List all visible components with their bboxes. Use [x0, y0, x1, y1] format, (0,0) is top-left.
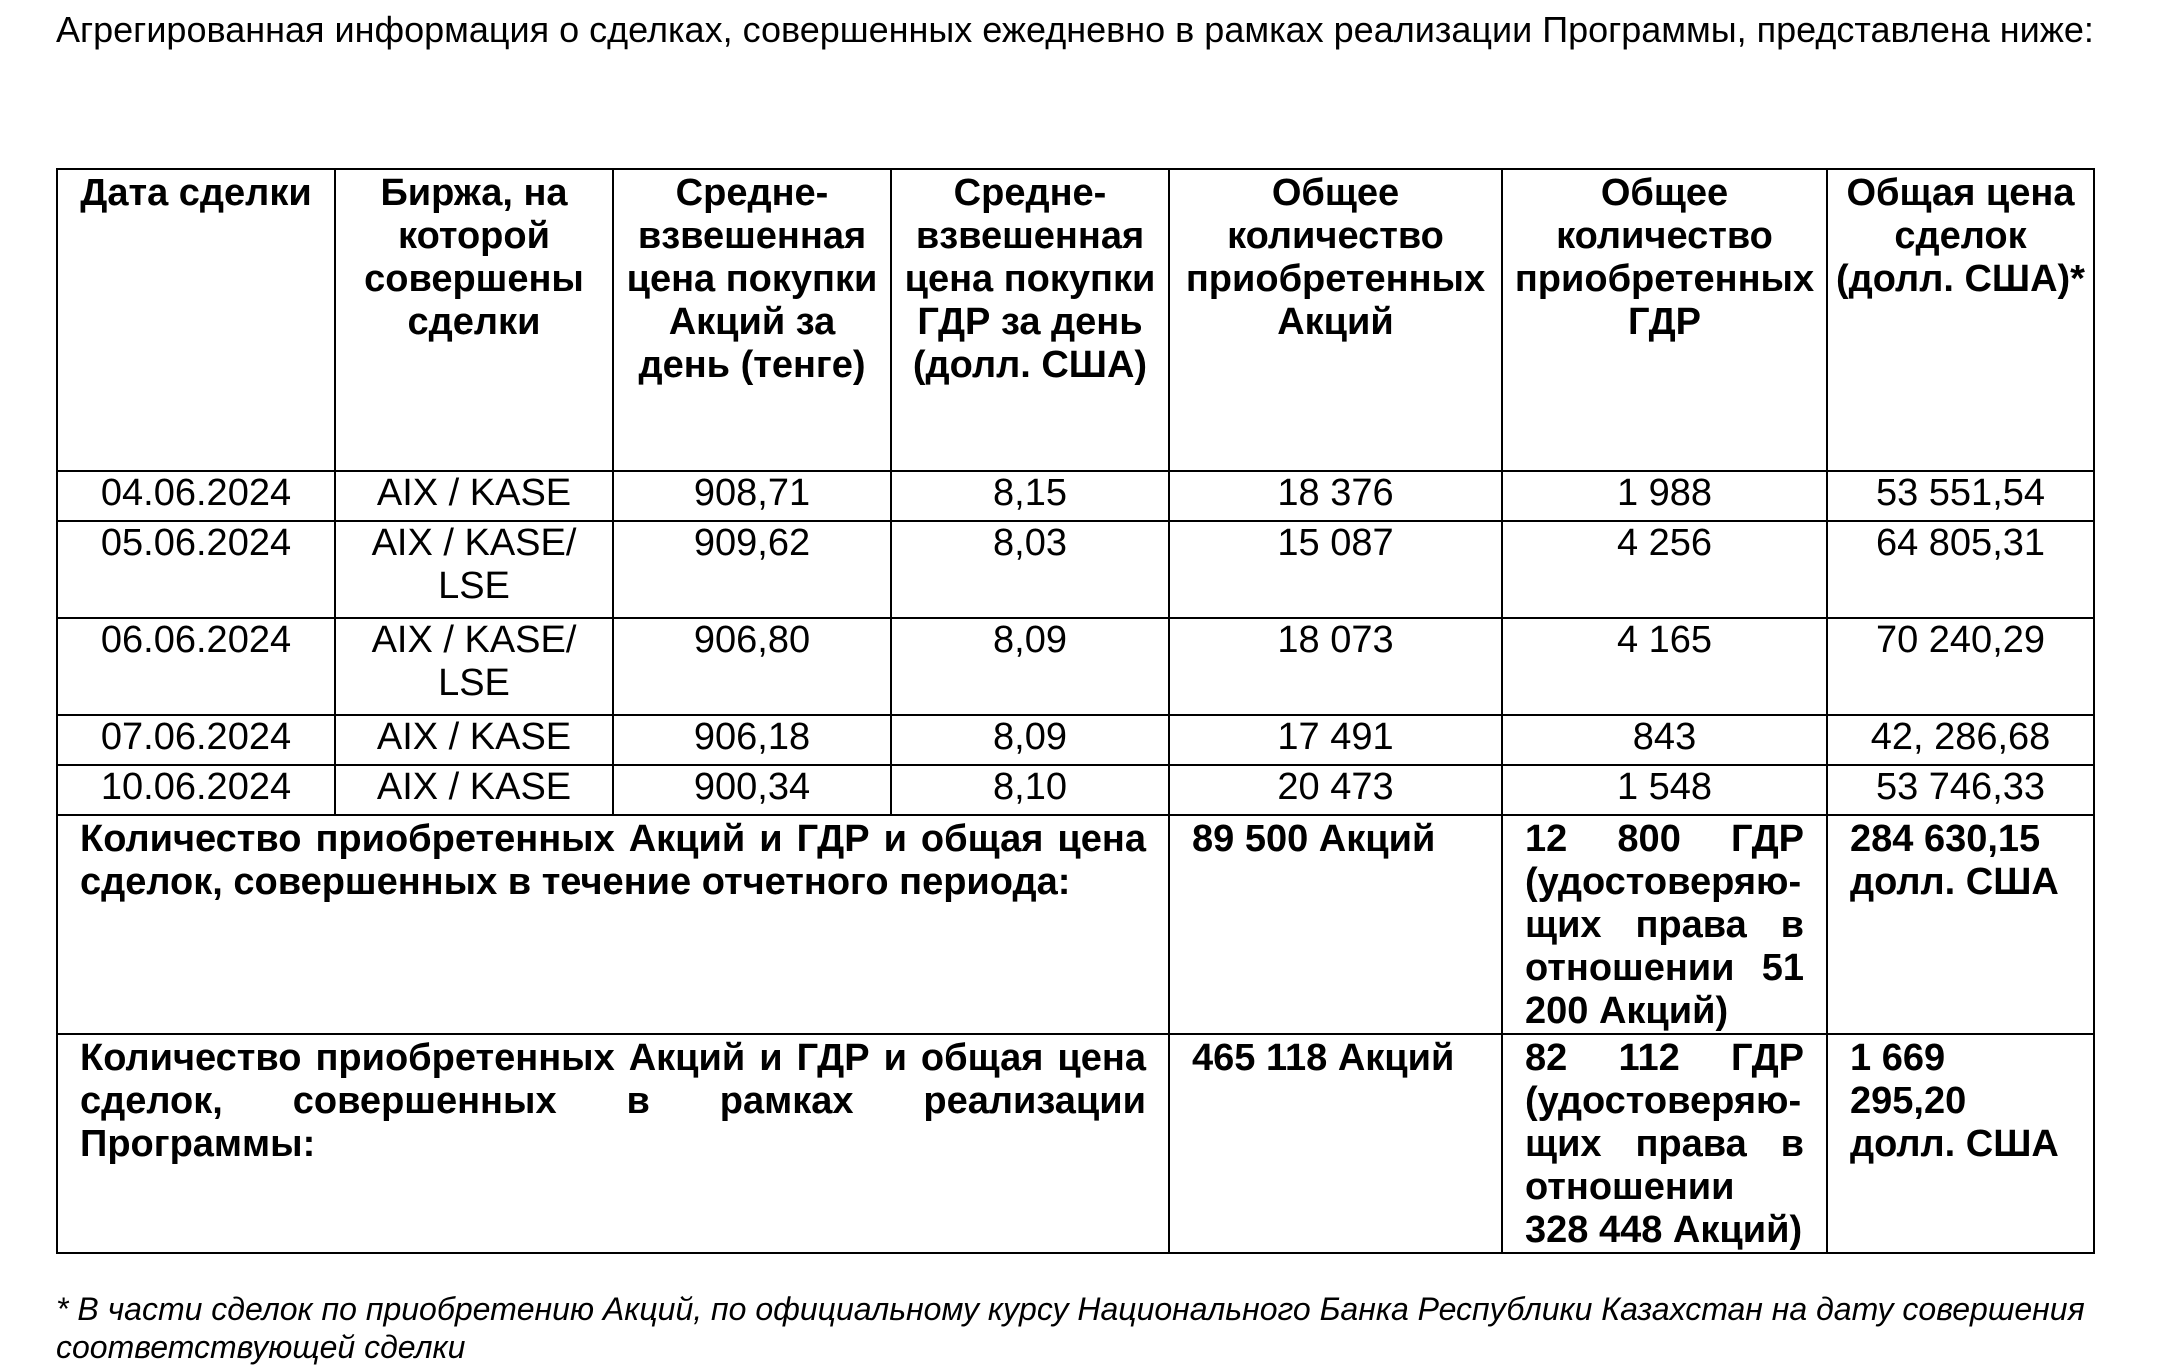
cell-total: 64 805,31: [1827, 521, 2094, 618]
totals-amount: 284 630,15 долл. США: [1827, 815, 2094, 1034]
header-total: Общая цена сделок (долл. США)*: [1827, 169, 2094, 471]
cell-price-gdr: 8,10: [891, 765, 1169, 815]
header-price-shares: Средне-взвешенная цена покупки Акций за день (тенге): [613, 169, 891, 471]
cell-exchange: AIX / KASE: [335, 765, 613, 815]
totals-label: Количество приобретенных Акций и ГДР и общая цена сделок, совершенных в рамках реализации Программы:: [57, 1034, 1169, 1253]
cell-date: 10.06.2024: [57, 765, 335, 815]
header-qty-gdr: Общее количество приобретенных ГДР: [1502, 169, 1827, 471]
cell-price-shares: 908,71: [613, 471, 891, 521]
cell-price-gdr: 8,03: [891, 521, 1169, 618]
cell-qty-shares: 17 491: [1169, 715, 1502, 765]
cell-qty-shares: 18 073: [1169, 618, 1502, 715]
totals-gdr: [1502, 1034, 1827, 1253]
totals-row-period: [57, 815, 2094, 1034]
totals-gdr-count: 12 800 ГДР: [1525, 818, 1804, 860]
totals-label: Количество приобретенных Акций и ГДР и общая цена сделок, совершенных в течение отчетного периода:: [57, 815, 1169, 1034]
header-exchange: Биржа, на которой совершены сделки: [335, 169, 613, 471]
footnote: * В части сделок по приобретению Акций, по официальному курсу Национального Банка Республики Казахстан на дату совершения соответствующей сделки: [56, 1291, 2085, 1365]
cell-qty-shares: 20 473: [1169, 765, 1502, 815]
table-row: [57, 715, 2094, 765]
header-price-gdr: Средне-взвешенная цена покупки ГДР за день (долл. США): [891, 169, 1169, 471]
deals-table: [56, 168, 2095, 1254]
cell-price-gdr: 8,15: [891, 471, 1169, 521]
cell-total: 70 240,29: [1827, 618, 2094, 715]
cell-price-shares: 906,18: [613, 715, 891, 765]
cell-date: 07.06.2024: [57, 715, 335, 765]
cell-exchange: AIX / KASE/ LSE: [335, 521, 613, 618]
totals-gdr-note: (удостоверяю-щих права в отношении 328 448 Акций): [1525, 1080, 1804, 1251]
totals-shares: 89 500 Акций: [1169, 815, 1502, 1034]
table-row: [57, 471, 2094, 521]
cell-qty-shares: 18 376: [1169, 471, 1502, 521]
cell-price-gdr: 8,09: [891, 715, 1169, 765]
cell-qty-gdr: 4 165: [1502, 618, 1827, 715]
totals-row-program: [57, 1034, 2094, 1253]
totals-gdr-count: 82 112 ГДР: [1525, 1037, 1804, 1079]
cell-price-shares: 906,80: [613, 618, 891, 715]
totals-shares: 465 118 Акций: [1169, 1034, 1502, 1253]
header-date: Дата сделки: [57, 169, 335, 471]
cell-date: 05.06.2024: [57, 521, 335, 618]
cell-total: 53 746,33: [1827, 765, 2094, 815]
totals-gdr-note: (удостоверяю-щих права в отношении 51 200 Акций): [1525, 861, 1804, 1032]
cell-exchange: AIX / KASE: [335, 715, 613, 765]
cell-total: 42, 286,68: [1827, 715, 2094, 765]
cell-qty-gdr: 4 256: [1502, 521, 1827, 618]
cell-date: 04.06.2024: [57, 471, 335, 521]
cell-date: 06.06.2024: [57, 618, 335, 715]
table-row: [57, 521, 2094, 618]
cell-price-gdr: 8,09: [891, 618, 1169, 715]
totals-amount: 1 669 295,20 долл. США: [1827, 1034, 2094, 1253]
cell-qty-shares: 15 087: [1169, 521, 1502, 618]
cell-exchange: AIX / KASE/ LSE: [335, 618, 613, 715]
cell-qty-gdr: 1 548: [1502, 765, 1827, 815]
cell-exchange: AIX / KASE: [335, 471, 613, 521]
header-qty-shares: Общее количество приобретенных Акций: [1169, 169, 1502, 471]
table-row: [57, 765, 2094, 815]
table-header-row: [57, 169, 2094, 471]
cell-total: 53 551,54: [1827, 471, 2094, 521]
intro-paragraph: Агрегированная информация о сделках, совершенных ежедневно в рамках реализации Программы, представлена ниже:: [56, 9, 2094, 50]
cell-price-shares: 900,34: [613, 765, 891, 815]
cell-price-shares: 909,62: [613, 521, 891, 618]
totals-gdr: [1502, 815, 1827, 1034]
table-row: [57, 618, 2094, 715]
cell-qty-gdr: 843: [1502, 715, 1827, 765]
cell-qty-gdr: 1 988: [1502, 471, 1827, 521]
